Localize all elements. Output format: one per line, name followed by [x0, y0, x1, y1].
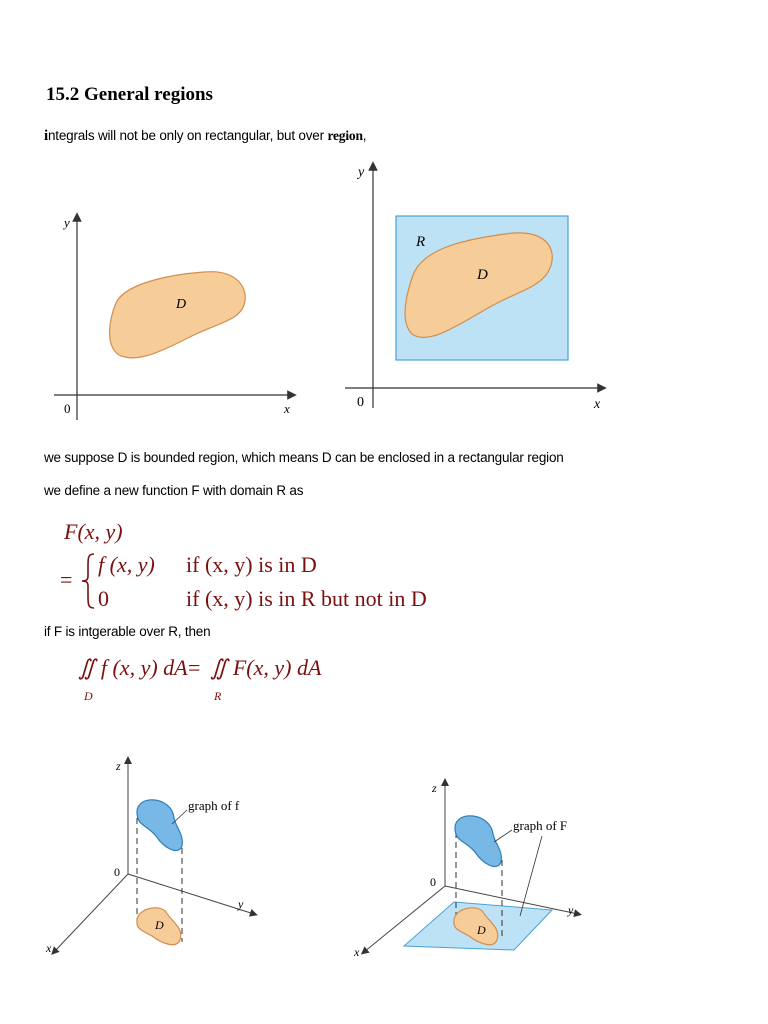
figure-graph-of-F — [352, 774, 592, 974]
figure-region-d — [44, 205, 304, 430]
origin-label: 0 — [64, 401, 71, 416]
y-axis-label: y — [568, 903, 574, 917]
x-axis — [54, 874, 128, 952]
integrable-text: if F is intgerable over R, then — [44, 624, 211, 639]
integral-right: ∬ F(x, y) dA — [210, 655, 322, 680]
graph-of-F-surface — [455, 816, 501, 867]
z-axis-label: z — [116, 759, 121, 773]
y-axis — [128, 874, 254, 914]
bounded-text: we suppose D is bounded region, which means D can be enclosed in a rectangular region — [44, 450, 564, 465]
integral-left: ∬ f (x, y) dA — [78, 655, 188, 680]
rectangle-r-label: R — [416, 234, 426, 250]
intro-bold-word: region — [327, 128, 363, 143]
region-d-label: D — [477, 923, 486, 937]
define-text: we define a new function F with domain R as — [44, 483, 304, 498]
section-title: 15.2 General regions — [46, 84, 213, 105]
intro-text-end: , — [362, 128, 367, 143]
x-axis-label: x — [46, 941, 52, 955]
region-d-shape — [110, 272, 246, 358]
origin-label: 0 — [114, 865, 120, 879]
brace-icon — [80, 552, 96, 610]
intro-text: ntegrals will not be only on rectangular, but over — [47, 128, 328, 143]
definition-lhs: F(x, y) — [64, 519, 123, 544]
z-axis-label: z — [432, 781, 437, 795]
region-d-label: D — [176, 297, 187, 312]
origin-label: 0 — [430, 875, 436, 889]
case1-value: f (x, y) — [98, 552, 155, 577]
x-axis-label: x — [284, 401, 290, 416]
case2-value: 0 — [98, 586, 109, 611]
y-axis-label: y — [358, 165, 365, 180]
y-axis-label: y — [238, 897, 244, 911]
region-d-label: D — [155, 918, 164, 932]
origin-label: 0 — [357, 395, 364, 410]
case2-condition: if (x, y) is in R but not in D — [186, 586, 427, 611]
y-axis-label: y — [64, 215, 70, 230]
graph-label: graph of F — [513, 818, 568, 833]
graph-label: graph of f — [188, 798, 240, 813]
graph-of-f-surface — [137, 800, 182, 851]
definition-equals: = — [60, 567, 73, 592]
region-d-label: D — [477, 267, 488, 283]
integral-equals: = — [188, 655, 201, 680]
integral-left-subscript: D — [84, 689, 93, 703]
integral-right-subscript: R — [214, 689, 222, 703]
x-axis-label: x — [354, 945, 360, 959]
case1-condition: if (x, y) is in D — [186, 552, 317, 577]
figure-graph-of-f — [42, 752, 312, 974]
intro-first-letter: i — [44, 128, 48, 144]
x-axis-label: x — [594, 397, 601, 412]
figure-region-d-in-rectangle — [340, 158, 610, 418]
intro-paragraph — [44, 128, 366, 145]
